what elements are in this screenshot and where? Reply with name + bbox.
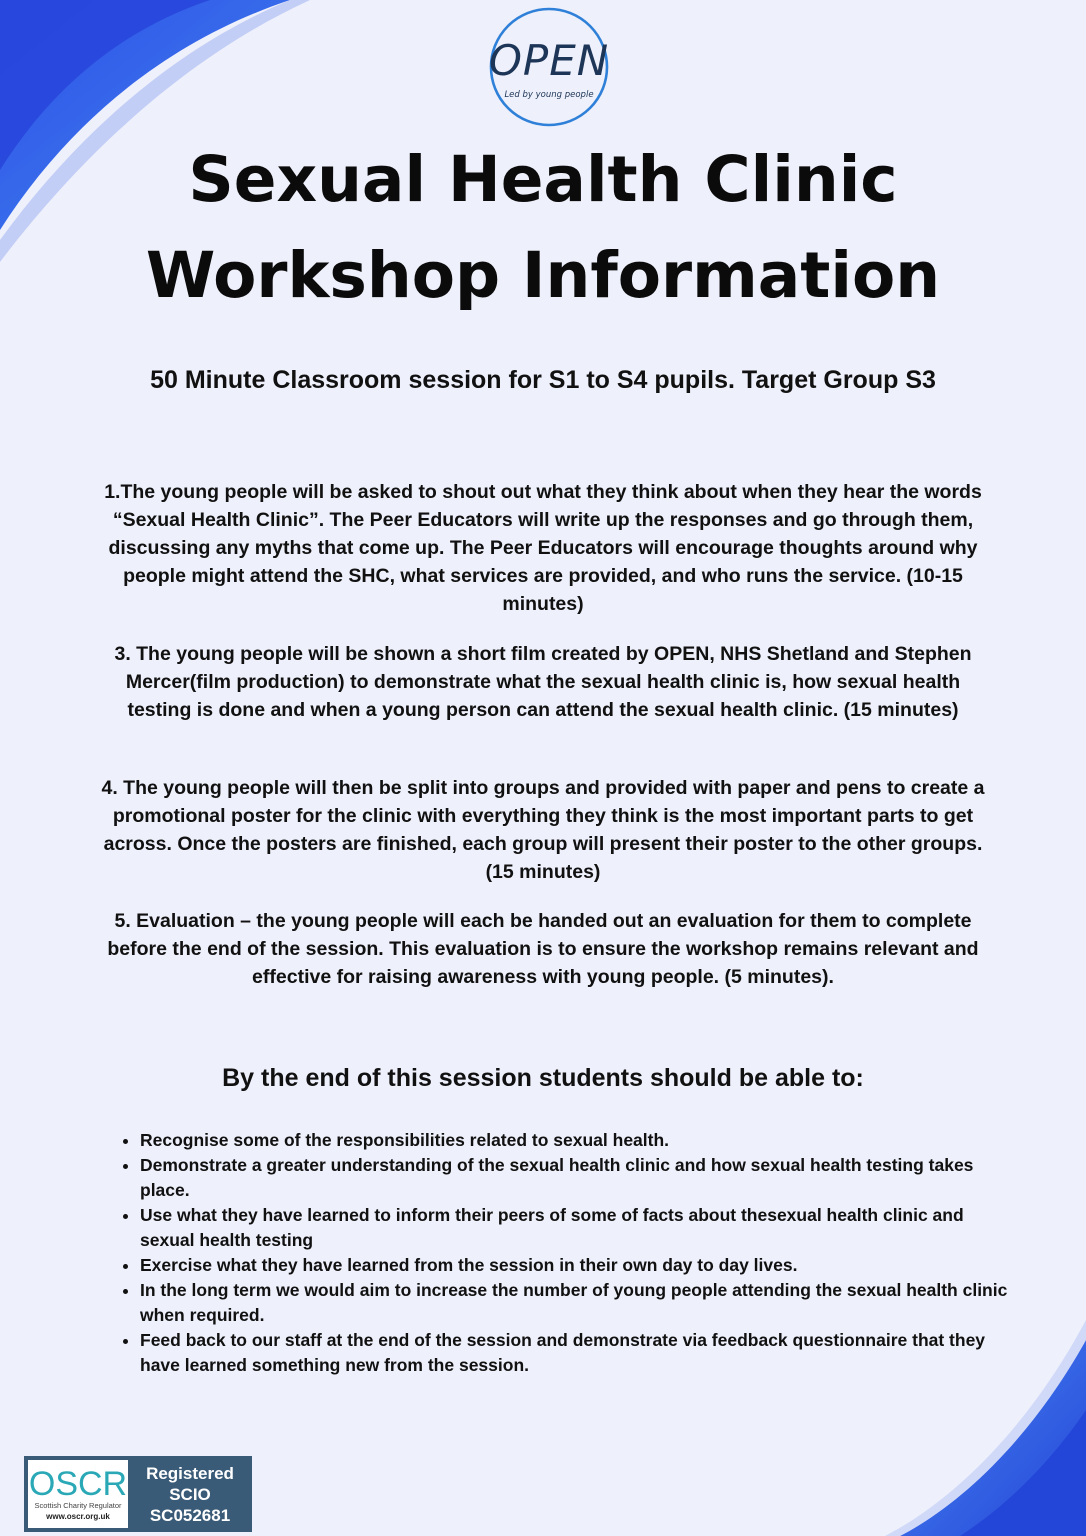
oscr-wordmark: OSCR [28, 1464, 128, 1503]
title-line-1: Sexual Health Clinic [188, 143, 898, 216]
oscr-logo [28, 1460, 128, 1528]
outcomes-heading: By the end of this session students should be able to: [222, 1064, 864, 1092]
scio-label: SCIO [169, 1484, 211, 1504]
workshop-step-1: 1.The young people will be asked to shout out what they think about when they hear the words “Sexual Health Clinic”. The Peer Educators will write up the responses and go through them, discussing any myths that come up. The Peer Educators will encourage thoughts around why people might attend the SHC, what services are provided, and who runs the service. (10-15 minutes) [104, 481, 982, 615]
open-logo [484, 4, 614, 130]
list-item: • Demonstrate a greater understanding of the sexual health clinic and how sexual health testing takes place. [140, 1153, 1020, 1203]
list-item: • Recognise some of the responsibilities related to sexual health. [140, 1128, 1020, 1153]
list-item: • In the long term we would aim to increase the number of young people attending the sexual health clinic when required. [140, 1278, 1020, 1328]
workshop-step-3: 3. The young people will be shown a short film created by OPEN, NHS Shetland and Stephen Mercer(film production) to demonstrate what the sexual health clinic is, how sexual health testing is done and when a young person can attend the sexual health clinic. (15 minutes) [114, 643, 972, 721]
workshop-step-4: 4. The young people will then be split into groups and provided with paper and pens to create a promotional poster for the clinic with everything they think is the most important parts to get across. Once the posters are finished, each group will present their poster to the other groups. (15 minutes) [101, 777, 985, 883]
registration-text [128, 1456, 252, 1532]
logo-wordmark: OPEN [488, 36, 610, 85]
list-item: • Use what they have learned to inform their peers of some of facts about thesexual health clinic and sexual health testing [140, 1203, 1020, 1253]
list-item: • Exercise what they have learned from the session in their own day to day lives. [140, 1253, 1020, 1278]
oscr-regulator-text: Scottish Charity Regulator [34, 1500, 122, 1510]
logo-tagline: Led by young people [504, 90, 594, 100]
charity-number: SC052681 [149, 1505, 231, 1525]
outcomes-list [118, 1128, 1020, 1378]
oscr-registration-badge [24, 1456, 252, 1532]
page-title [40, 132, 1046, 324]
workshop-step-5: 5. Evaluation – the young people will each be handed out an evaluation for them to complete before the end of the session. This evaluation is to ensure the workshop remains relevant and effective for raising awareness with young people. (5 minutes). [107, 910, 979, 988]
title-line-2: Workshop Information [145, 239, 941, 312]
session-subtitle: 50 Minute Classroom session for S1 to S4 pupils. Target Group S3 [150, 366, 936, 394]
list-item: • Feed back to our staff at the end of the session and demonstrate via feedback questionnaire that they have learned something new from the session. [140, 1328, 1020, 1378]
oscr-url: www.oscr.org.uk [46, 1511, 110, 1521]
registered-label: Registered [146, 1463, 234, 1483]
